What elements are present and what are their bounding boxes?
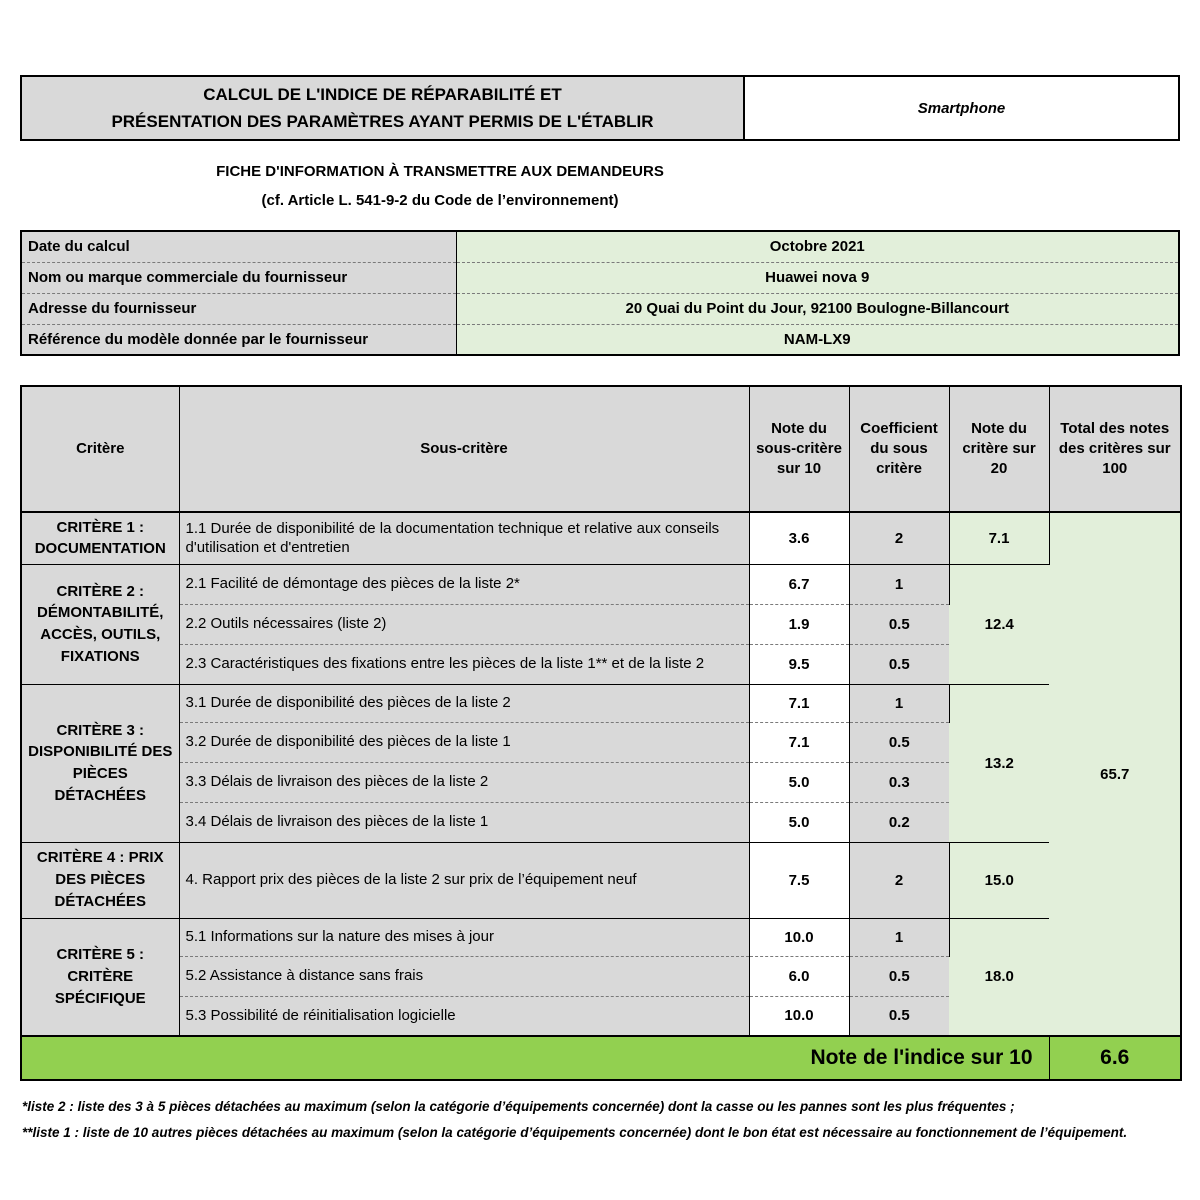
coefficient-cell: 1 <box>849 564 949 604</box>
info-label-model: Référence du modèle donnée par le fournisseur <box>21 324 456 355</box>
criterion-score-cell: 15.0 <box>949 842 1049 918</box>
subtitle-line2: (cf. Article L. 541-9-2 du Code de l’environnement) <box>261 191 619 209</box>
coefficient-cell: 0.2 <box>849 802 949 842</box>
subcriterion-cell: 5.2 Assistance à distance sans frais <box>179 956 749 996</box>
table-row <box>21 842 1181 918</box>
document-title-line2: PRÉSENTATION DES PARAMÈTRES AYANT PERMIS DE L'ÉTABLIR <box>111 112 654 131</box>
subtitle-line1: FICHE D'INFORMATION À TRANSMETTRE AUX DEMANDEURS <box>216 163 664 180</box>
header-note-sous-critere: Note du sous-critère sur 10 <box>749 386 849 512</box>
subscore-cell: 5.0 <box>749 762 849 802</box>
info-row <box>21 231 1179 262</box>
index-score-row <box>21 1036 1181 1080</box>
supplier-info-table <box>20 230 1180 356</box>
product-category-box <box>745 75 1180 141</box>
document-title <box>20 75 745 141</box>
criterion-score-cell: 7.1 <box>949 512 1049 564</box>
criterion-score-cell: 12.4 <box>949 564 1049 684</box>
subcriterion-cell: 5.3 Possibilité de réinitialisation logicielle <box>179 996 749 1036</box>
criteria-table <box>20 385 1182 1081</box>
subscore-cell: 3.6 <box>749 512 849 564</box>
top-header <box>20 75 1180 141</box>
header-note-critere: Note du critère sur 20 <box>949 386 1049 512</box>
total-score-cell: 65.7 <box>1049 512 1181 1036</box>
info-value-address: 20 Quai du Point du Jour, 92100 Boulogne-Billancourt <box>456 293 1179 324</box>
subcriterion-cell: 4. Rapport prix des pièces de la liste 2 sur prix de l’équipement neuf <box>179 842 749 918</box>
subscore-cell: 1.9 <box>749 604 849 644</box>
subtitle <box>20 158 860 215</box>
subscore-cell: 6.0 <box>749 956 849 996</box>
subcriterion-cell: 3.4 Délais de livraison des pièces de la liste 1 <box>179 802 749 842</box>
header-total: Total des notes des critères sur 100 <box>1049 386 1181 512</box>
coefficient-cell: 1 <box>849 918 949 956</box>
table-row <box>21 684 1181 722</box>
info-label-date: Date du calcul <box>21 231 456 262</box>
criterion-cell: CRITÈRE 4 : PRIX DES PIÈCES DÉTACHÉES <box>21 842 179 918</box>
criterion-cell: CRITÈRE 2 : DÉMONTABILITÉ, ACCÈS, OUTILS, FIXATIONS <box>21 564 179 684</box>
coefficient-cell: 0.5 <box>849 956 949 996</box>
subcriterion-cell: 3.3 Délais de livraison des pièces de la liste 2 <box>179 762 749 802</box>
subscore-cell: 9.5 <box>749 644 849 684</box>
info-value-model: NAM-LX9 <box>456 324 1179 355</box>
document-title-line1: CALCUL DE L'INDICE DE RÉPARABILITÉ ET <box>203 84 562 104</box>
subcriterion-cell: 3.2 Durée de disponibilité des pièces de la liste 1 <box>179 722 749 762</box>
subscore-cell: 7.1 <box>749 684 849 722</box>
coefficient-cell: 2 <box>849 842 949 918</box>
product-category-label: Smartphone <box>917 99 1006 117</box>
coefficient-cell: 0.5 <box>849 996 949 1036</box>
subscore-cell: 6.7 <box>749 564 849 604</box>
info-row <box>21 324 1179 355</box>
subscore-cell: 5.0 <box>749 802 849 842</box>
coefficient-cell: 2 <box>849 512 949 564</box>
criterion-score-cell: 18.0 <box>949 918 1049 1036</box>
footnote-liste1: **liste 1 : liste de 10 autres pièces détachées au maximum (selon la catégorie d’équipements concernée) dont le bon état est nécessaire au fonctionnement de l’équipement. <box>22 1125 1128 1141</box>
subscore-cell: 7.1 <box>749 722 849 762</box>
coefficient-cell: 0.5 <box>849 604 949 644</box>
header-critere: Critère <box>21 386 179 512</box>
info-value-date: Octobre 2021 <box>456 231 1179 262</box>
footnote-liste2: *liste 2 : liste des 3 à 5 pièces détachées au maximum (selon la catégorie d’équipements concernée) dont la casse ou les pannes sont les plus fréquentes ; <box>22 1099 1015 1114</box>
criterion-score-cell: 13.2 <box>949 684 1049 842</box>
index-score-value: 6.6 <box>1049 1036 1181 1080</box>
criterion-cell: CRITÈRE 5 : CRITÈRE SPÉCIFIQUE <box>21 918 179 1036</box>
header-coefficient: Coefficient du sous critère <box>849 386 949 512</box>
info-row <box>21 293 1179 324</box>
index-score-label: Note de l'indice sur 10 <box>21 1036 1049 1080</box>
header-sous-critere: Sous-critère <box>179 386 749 512</box>
subcriterion-cell: 2.2 Outils nécessaires (liste 2) <box>179 604 749 644</box>
info-row <box>21 262 1179 293</box>
coefficient-cell: 1 <box>849 684 949 722</box>
table-row <box>21 564 1181 604</box>
subscore-cell: 7.5 <box>749 842 849 918</box>
subscore-cell: 10.0 <box>749 918 849 956</box>
info-label-brand: Nom ou marque commerciale du fournisseur <box>21 262 456 293</box>
subscore-cell: 10.0 <box>749 996 849 1036</box>
subcriterion-cell: 1.1 Durée de disponibilité de la documentation technique et relative aux conseils d'utilisation et d'entretien <box>179 512 749 564</box>
coefficient-cell: 0.5 <box>849 644 949 684</box>
table-row <box>21 512 1181 564</box>
subcriterion-cell: 2.1 Facilité de démontage des pièces de la liste 2* <box>179 564 749 604</box>
info-value-brand: Huawei nova 9 <box>456 262 1179 293</box>
coefficient-cell: 0.5 <box>849 722 949 762</box>
criteria-header-row <box>21 386 1181 512</box>
criterion-cell: CRITÈRE 3 : DISPONIBILITÉ DES PIÈCES DÉTACHÉES <box>21 684 179 842</box>
table-row <box>21 918 1181 956</box>
criterion-cell: CRITÈRE 1 : DOCUMENTATION <box>21 512 179 564</box>
subcriterion-cell: 2.3 Caractéristiques des fixations entre les pièces de la liste 1** et de la liste 2 <box>179 644 749 684</box>
subcriterion-cell: 3.1 Durée de disponibilité des pièces de la liste 2 <box>179 684 749 722</box>
coefficient-cell: 0.3 <box>849 762 949 802</box>
subcriterion-cell: 5.1 Informations sur la nature des mises à jour <box>179 918 749 956</box>
footnotes <box>22 1094 1182 1147</box>
info-label-address: Adresse du fournisseur <box>21 293 456 324</box>
